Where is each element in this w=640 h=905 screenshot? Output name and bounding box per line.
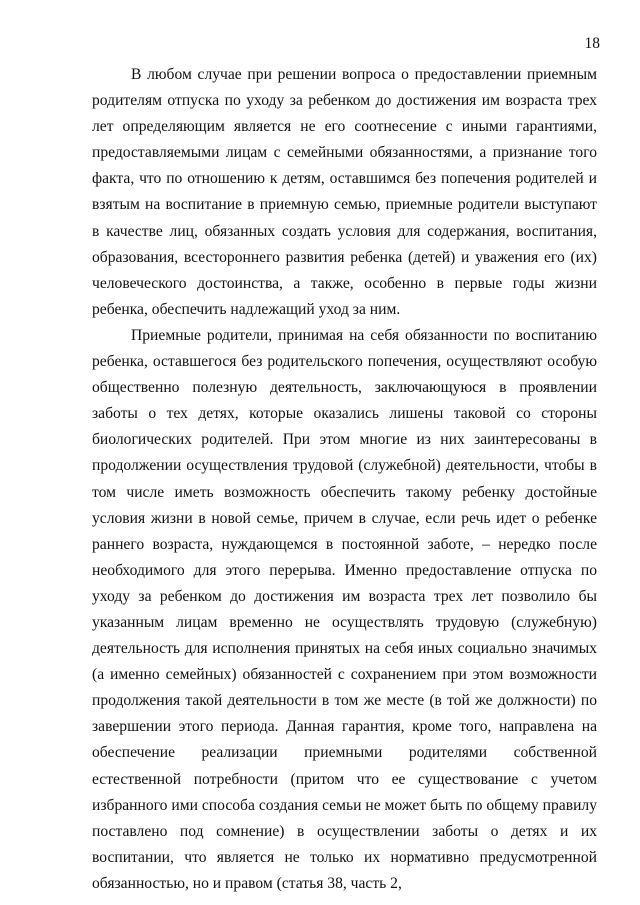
paragraph-1: В любом случае при решении вопроса о предоставлении приемным родителям отпуска по уходу за ребенком до достижения им возраста трех лет определяющим является не его соотнесение с иными гарантиями, предоставляемыми лицам с семейными обязанностями, а признание того факта, что по отношению к детям, оставшимся без попечения родителей и взятым на воспитание в приемную семью, приемные родители выступают в качестве лиц, обязанных создать условия для содержания, воспитания, образования, всестороннего развития ребенка (детей) и уважения его (их) человеческого достоинства, а также, особенно в первые годы жизни ребенка, обеспечить надлежащий уход за ним. (92, 66, 597, 318)
paragraph-2: Приемные родители, принимая на себя обязанности по воспитанию ребенка, оставшегося без родительского попечения, осуществляют особую общественно полезную деятельность, заключающуюся в проявлении заботы о тех детях, которые оказались лишены таковой со стороны биологических родителей. При этом многие из них заинтересованы в продолжении осуществления трудовой (служебной) деятельности, чтобы в том числе иметь возможность обеспечить такому ребенку достойные условия жизни в новой семье, причем в случае, если речь идет о ребенке раннего возраста, нуждающемся в постоянной заботе, – нередко после необходимого для этого перерыва. Именно предоставление отпуска по уходу за ребенком до достижения им возраста трех лет позволило бы указанным лицам временно не осуществлять трудовую (служебную) деятельность для исполнения принятых на себя иных социально значимых (а именно семейных) обязанностей с сохранением при этом возможности продолжения такой деятельности в том же месте (в той же должности) по завершении этого периода. Данная гарантия, кроме того, направлена на обеспечение реализации приемными родителями собственной естественной потребности (притом что ее существование с учетом избранного ими способа создания семьи не может быть по общему правилу поставлено под сомнение) в осуществлении заботы о детях и их воспитании, что является не только их нормативно предусмотренной обязанностью, но и правом (статья 38, часть 2, (92, 326, 597, 892)
page-number: 18 (584, 35, 600, 52)
document-body (92, 62, 597, 897)
